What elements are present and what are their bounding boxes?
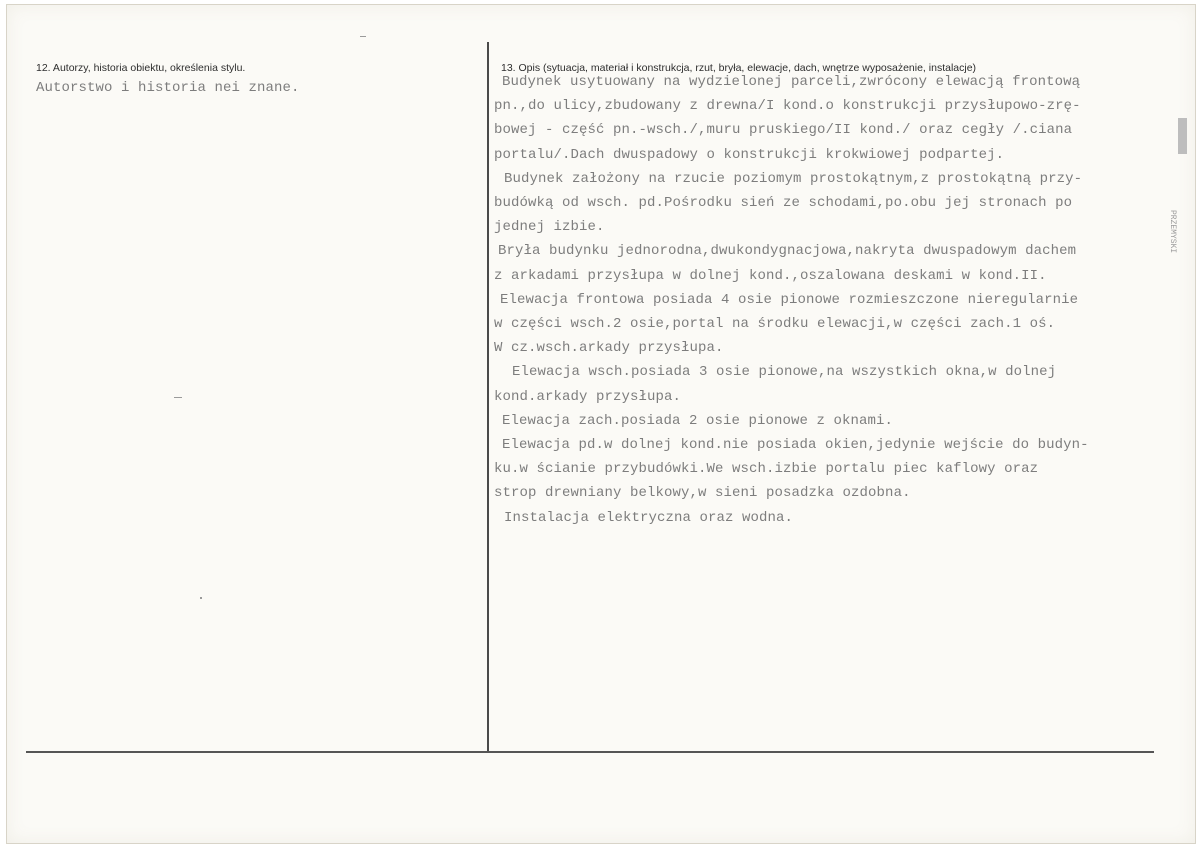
description-line: Elewacja wsch.posiada 3 osie pionowe,na wszystkich okna,w dolnej (512, 364, 1057, 381)
description-line: Bryła budynku jednorodna,dwukondygnacjowa,nakryta dwuspadowym dachem (498, 243, 1077, 260)
description-line: z arkadami przysłupa w dolnej kond.,oszalowana deskami w kond.II. (494, 267, 1047, 284)
top-tick-mark (360, 36, 366, 37)
description-line: Elewacja pd.w dolnej kond.nie posiada okien,jedynie wejście do budyn- (502, 437, 1089, 453)
description-line: Elewacja frontowa posiada 4 osie pionowe rozmieszczone nieregularnie (500, 291, 1079, 308)
description-line: Elewacja zach.posiada 2 osie pionowe z oknami. (502, 412, 894, 429)
section-13-heading: 13. Opis (sytuacja, materiał i konstrukcja, rzut, bryła, elewacje, dach, wnętrze wyposażenie, instalacje) (501, 62, 977, 74)
description-line: Budynek założony na rzucie poziomym prostokątnym,z prostokątną przy- (504, 170, 1083, 187)
description-line: W cz.wsch.arkady przysłupa. (494, 340, 724, 357)
description-line: budówką od wsch. pd.Pośrodku sień ze schodami,po.obu jej stronach po (494, 195, 1073, 211)
description-line: jednej izbie. (494, 219, 605, 236)
description-line: bowej - część pn.-wsch./,muru pruskiego/II kond./ oraz cegły /.ciana (494, 122, 1073, 139)
description-line: kond.arkady przysłupa. (494, 388, 682, 405)
description-line: Budynek usytuowany na wydzielonej parceli,zwrócony elewacją frontową (502, 74, 1081, 90)
description-line: w części wsch.2 osie,portal na środku elewacji,w części zach.1 oś. (494, 316, 1056, 332)
section-12-heading: 12. Autorzy, historia obiektu, określenia stylu. (36, 62, 246, 74)
description-line: ku.w ścianie przybudówki.We wsch.izbie portalu piec kaflowy oraz (494, 461, 1039, 478)
edge-stamp-mark (1178, 118, 1187, 154)
description-line: strop drewniany belkowy,w sieni posadzka ozdobna. (494, 485, 911, 502)
description-line: portalu/.Dach dwuspadowy o konstrukcji krokwiowej podpartej. (494, 146, 1005, 163)
margin-tick-mark (200, 597, 202, 599)
bottom-rule (26, 751, 1154, 753)
section-13-description (488, 74, 1188, 554)
description-line: Instalacja elektryczna oraz wodna. (504, 509, 794, 526)
section-12-text: Autorstwo i historia nei znane. (36, 80, 300, 96)
margin-tick-mark (174, 397, 182, 398)
description-line: pn.,do ulicy,zbudowany z drewna/I kond.o konstrukcji przysłupowo-zrę- (494, 98, 1081, 115)
edge-stamp-text: PRZEMYSKI (1168, 210, 1177, 254)
